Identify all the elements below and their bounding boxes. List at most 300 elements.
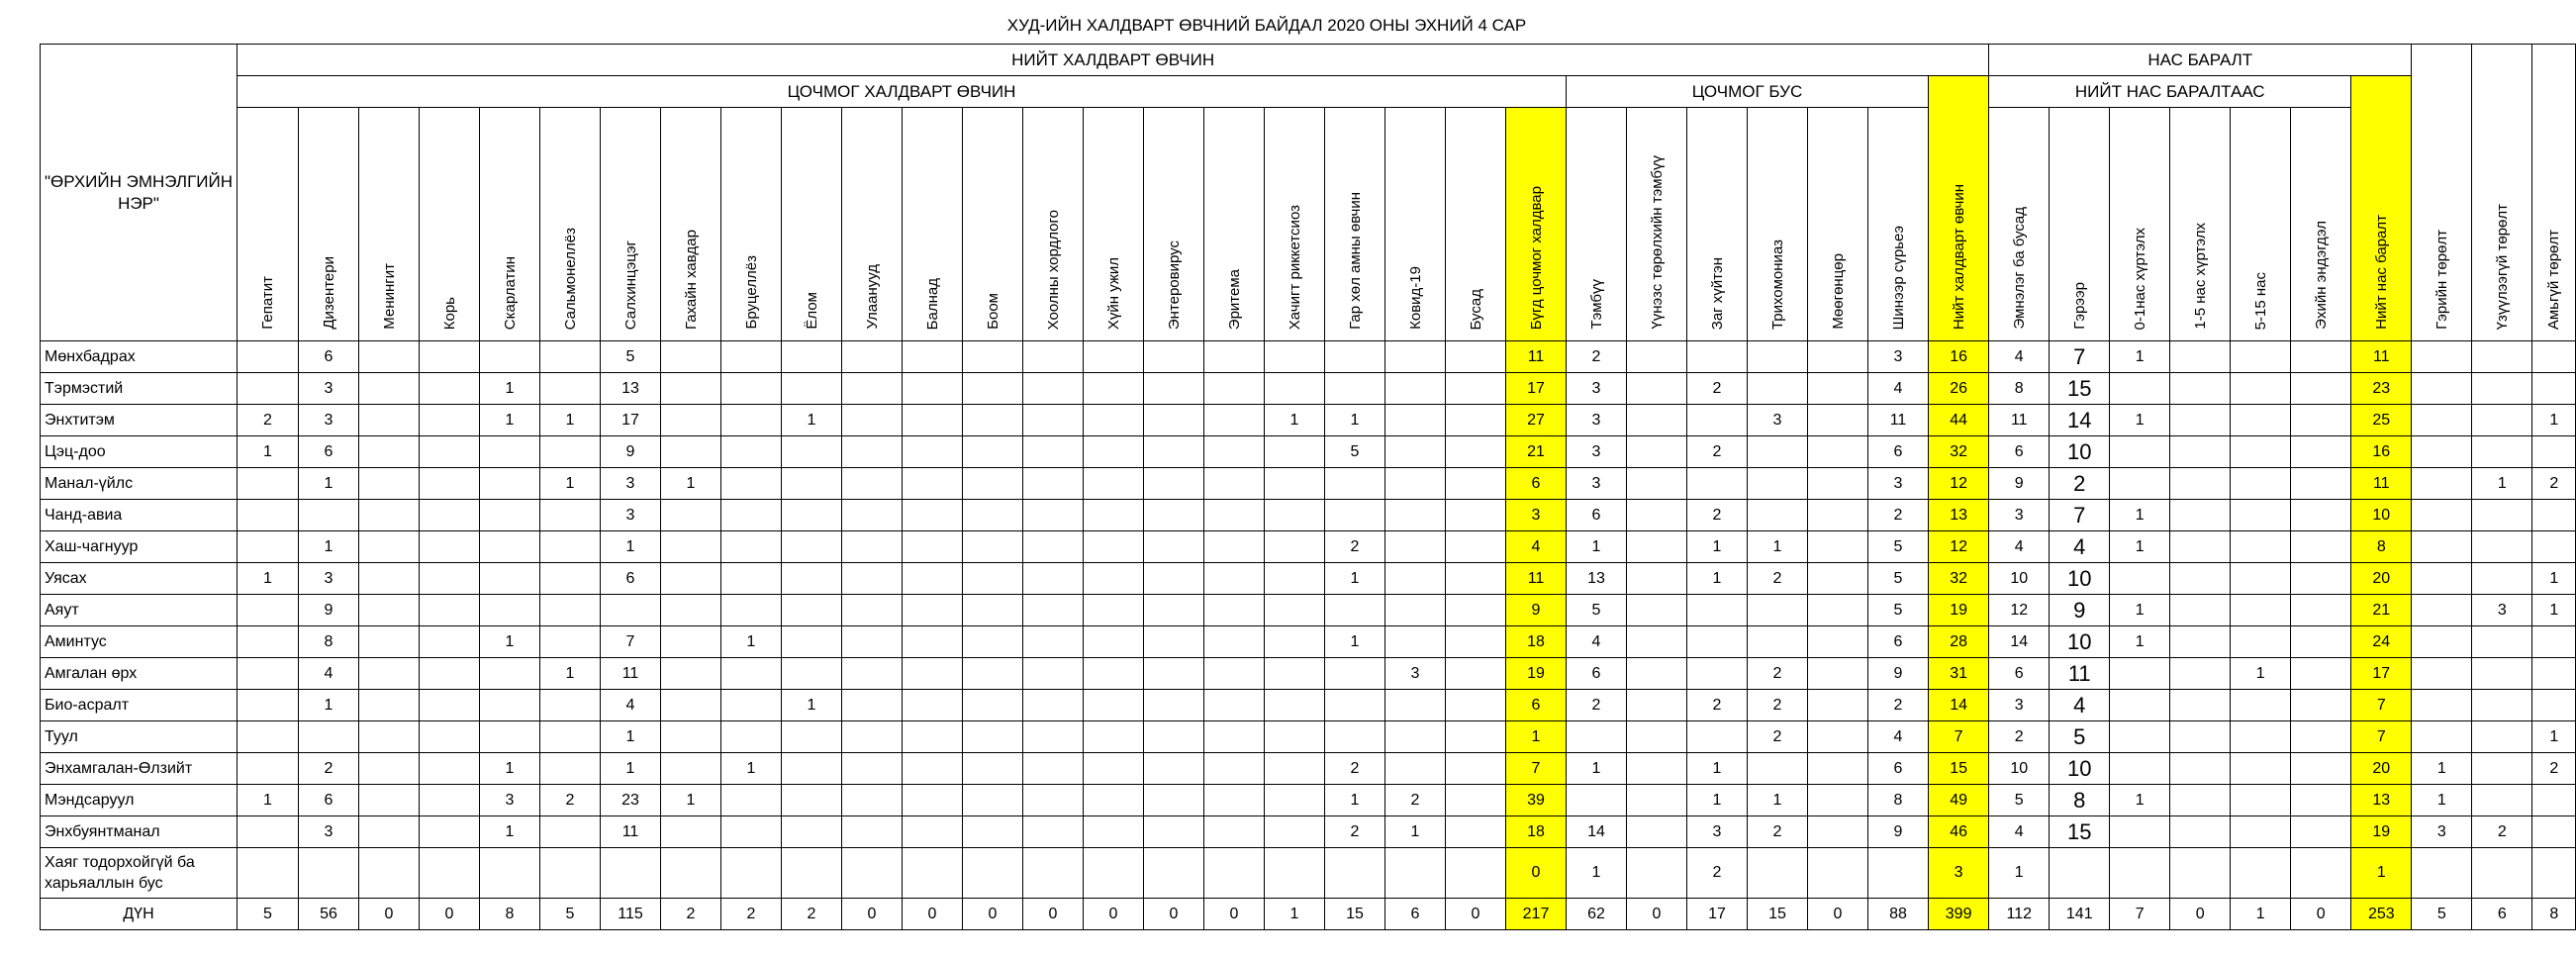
column-header (2231, 108, 2291, 341)
table-cell (903, 848, 963, 899)
table-cell: 6 (299, 785, 359, 816)
table-cell: 18 (1506, 816, 1567, 848)
table-cell (2231, 690, 2291, 721)
table-cell (238, 626, 299, 658)
table-cell (2412, 690, 2472, 721)
table-cell: 6 (1385, 899, 1446, 930)
table-cell (2231, 531, 2291, 563)
table-cell (1808, 690, 1868, 721)
table-cell: 17 (1506, 373, 1567, 405)
table-cell (1265, 595, 1325, 626)
table-cell (1023, 468, 1084, 500)
table-cell: 6 (601, 563, 661, 595)
table-cell (2472, 500, 2532, 531)
table-cell: 62 (1567, 899, 1627, 930)
column-header (1446, 108, 1506, 341)
clinic-name-cell: Амгалан өрх (41, 658, 238, 690)
table-cell (420, 563, 480, 595)
table-cell: 3 (1567, 436, 1627, 468)
table-cell (782, 658, 842, 690)
column-header-label: Гахайн хавдар (682, 229, 700, 330)
table-cell (661, 500, 721, 531)
table-cell: 3 (601, 500, 661, 531)
table-cell: 3 (1687, 816, 1748, 848)
table-cell (903, 658, 963, 690)
table-cell (420, 721, 480, 753)
page-title: ХУД-ИЙН ХАЛДВАРТ ӨВЧНИЙ БАЙДАЛ 2020 ОНЫ ЭХНИЙ 4 САР (1006, 16, 1527, 35)
table-cell: 1 (1687, 563, 1748, 595)
table-cell (420, 341, 480, 373)
table-cell (1446, 690, 1506, 721)
table-cell (1144, 595, 1204, 626)
table-cell (1325, 721, 1385, 753)
table-cell (2291, 436, 2351, 468)
table-cell (359, 816, 420, 848)
table-cell (2170, 373, 2231, 405)
table-cell (1748, 500, 1808, 531)
table-cell: 7 (2050, 500, 2110, 531)
table-cell: 2 (299, 753, 359, 785)
table-cell (2472, 721, 2532, 753)
table-cell (359, 721, 420, 753)
table-cell (721, 373, 782, 405)
table-cell (903, 531, 963, 563)
table-cell (842, 753, 903, 785)
table-cell: 1 (238, 785, 299, 816)
table-cell (2231, 816, 2291, 848)
deaths-header: НАС БАРАЛТ (1989, 45, 2412, 76)
table-cell (963, 753, 1023, 785)
table-cell: 26 (1929, 373, 1989, 405)
table-cell (721, 690, 782, 721)
table-cell (2412, 658, 2472, 690)
table-cell (2110, 436, 2170, 468)
table-cell: 17 (2351, 658, 2412, 690)
table-cell: 11 (601, 658, 661, 690)
table-cell: 6 (1868, 436, 1929, 468)
clinic-name-cell: Туул (41, 721, 238, 753)
table-cell (2412, 595, 2472, 626)
table-cell: 24 (2351, 626, 2412, 658)
table-cell: 2 (1748, 658, 1808, 690)
table-cell: 1 (299, 468, 359, 500)
table-cell (1084, 595, 1144, 626)
table-cell (1084, 785, 1144, 816)
table-cell: 0 (963, 899, 1023, 930)
table-cell (1265, 436, 1325, 468)
table-cell (1627, 405, 1687, 436)
table-cell (1325, 468, 1385, 500)
table-row (41, 531, 2576, 563)
table-cell (842, 690, 903, 721)
table-cell: 4 (2050, 690, 2110, 721)
column-header-label: Нийт халдварт өвчин (1950, 183, 1967, 330)
table-cell (2472, 785, 2532, 816)
table-cell (2472, 753, 2532, 785)
table-cell (782, 531, 842, 563)
table-cell (1446, 658, 1506, 690)
table-cell (2412, 721, 2472, 753)
table-cell (2472, 848, 2532, 899)
table-cell (842, 626, 903, 658)
table-cell (661, 816, 721, 848)
table-cell (721, 531, 782, 563)
table-cell: 2 (721, 899, 782, 930)
table-cell: 10 (1989, 753, 2050, 785)
table-cell: 0 (1023, 899, 1084, 930)
table-cell: 3 (1506, 500, 1567, 531)
table-cell (903, 405, 963, 436)
table-cell (480, 531, 540, 563)
table-cell (842, 531, 903, 563)
table-cell (1687, 658, 1748, 690)
column-header (2110, 108, 2170, 341)
table-cell: 1 (661, 785, 721, 816)
table-cell (1084, 373, 1144, 405)
table-cell (782, 595, 842, 626)
table-cell: 10 (2050, 436, 2110, 468)
table-cell: 10 (2050, 626, 2110, 658)
table-cell (661, 721, 721, 753)
table-cell (1023, 785, 1084, 816)
table-cell (2110, 816, 2170, 848)
table-cell (601, 595, 661, 626)
table-cell: 15 (2050, 816, 2110, 848)
table-cell (1748, 341, 1808, 373)
table-cell: 3 (1929, 848, 1989, 899)
table-cell (238, 848, 299, 899)
clinic-name-cell: Манал-үйлс (41, 468, 238, 500)
table-cell: 2 (1325, 531, 1385, 563)
table-cell (2291, 721, 2351, 753)
table-cell (1808, 563, 1868, 595)
column-header (2170, 108, 2231, 341)
table-cell: 1 (1265, 405, 1325, 436)
table-cell (1204, 816, 1265, 848)
table-cell (359, 785, 420, 816)
table-cell: 1 (782, 405, 842, 436)
table-cell (963, 500, 1023, 531)
table-cell (1627, 626, 1687, 658)
table-cell: 1 (601, 721, 661, 753)
table-cell: 2 (1385, 785, 1446, 816)
table-cell: 2 (1748, 816, 1808, 848)
table-cell: 4 (1989, 816, 2050, 848)
table-cell (963, 626, 1023, 658)
table-cell (2231, 405, 2291, 436)
table-cell (1084, 563, 1144, 595)
table-cell (963, 658, 1023, 690)
table-cell (1023, 816, 1084, 848)
table-cell: 1 (2110, 341, 2170, 373)
table-cell (420, 658, 480, 690)
table-cell: 2 (1687, 500, 1748, 531)
table-cell (238, 816, 299, 848)
table-cell: 14 (1989, 626, 2050, 658)
table-cell: 1 (480, 626, 540, 658)
table-cell: 0 (2170, 899, 2231, 930)
table-cell (1567, 721, 1627, 753)
table-cell: 5 (1325, 436, 1385, 468)
table-cell (903, 626, 963, 658)
table-cell: 1 (1325, 563, 1385, 595)
table-cell (1084, 341, 1144, 373)
table-cell (661, 690, 721, 721)
column-header (601, 108, 661, 341)
table-cell: 141 (2050, 899, 2110, 930)
table-cell (540, 848, 601, 899)
table-cell: 15 (1929, 753, 1989, 785)
table-cell (2291, 595, 2351, 626)
table-cell (1265, 690, 1325, 721)
table-cell (2472, 341, 2532, 373)
table-cell: 1 (1687, 785, 1748, 816)
table-cell (963, 848, 1023, 899)
table-cell (1265, 373, 1325, 405)
table-cell (1023, 500, 1084, 531)
table-cell (238, 531, 299, 563)
table-cell (238, 753, 299, 785)
table-cell (1084, 405, 1144, 436)
table-cell (1627, 436, 1687, 468)
table-cell: 5 (540, 899, 601, 930)
column-header (842, 108, 903, 341)
table-cell (2532, 500, 2576, 531)
table-cell (2412, 531, 2472, 563)
table-cell (2291, 468, 2351, 500)
table-cell (1265, 658, 1325, 690)
table-cell (2110, 468, 2170, 500)
table-cell (2532, 626, 2576, 658)
table-cell: 2 (2050, 468, 2110, 500)
table-cell: 11 (2050, 658, 2110, 690)
column-header-label: Бусад (1467, 288, 1484, 330)
column-header (1506, 108, 1567, 341)
table-cell: 11 (2351, 341, 2412, 373)
table-cell (238, 690, 299, 721)
table-cell (1446, 848, 1506, 899)
table-cell (842, 848, 903, 899)
table-cell (1748, 436, 1808, 468)
column-header-label: Бүгд цочмог халдвар (1527, 185, 1545, 330)
table-cell: 3 (299, 816, 359, 848)
table-cell (782, 785, 842, 816)
table-cell (1687, 405, 1748, 436)
table-cell (903, 721, 963, 753)
table-cell (2170, 848, 2231, 899)
table-cell (2170, 500, 2231, 531)
table-cell (299, 721, 359, 753)
table-cell (842, 468, 903, 500)
table-cell (420, 753, 480, 785)
table-cell: 2 (782, 899, 842, 930)
table-cell: 2 (1687, 690, 1748, 721)
table-cell: 9 (601, 436, 661, 468)
table-cell (963, 563, 1023, 595)
table-cell: 1 (2472, 468, 2532, 500)
table-cell (1204, 436, 1265, 468)
table-cell: 15 (1325, 899, 1385, 930)
table-cell (1385, 721, 1446, 753)
table-cell (359, 690, 420, 721)
column-header (903, 108, 963, 341)
table-cell (1144, 373, 1204, 405)
table-cell (2170, 531, 2231, 563)
table-cell: 32 (1929, 563, 1989, 595)
table-cell (1385, 341, 1446, 373)
table-cell (1627, 785, 1687, 816)
table-cell (2170, 468, 2231, 500)
table-cell: 11 (1506, 563, 1567, 595)
table-cell (1446, 563, 1506, 595)
table-cell: 10 (2050, 563, 2110, 595)
column-header (1204, 108, 1265, 341)
table-cell: 2 (1989, 721, 2050, 753)
table-cell: 2 (2532, 753, 2576, 785)
table-cell (359, 500, 420, 531)
table-cell: 1 (1325, 405, 1385, 436)
table-cell (2412, 848, 2472, 899)
table-cell: 6 (1567, 658, 1627, 690)
table-cell (1204, 405, 1265, 436)
table-cell: 3 (2472, 595, 2532, 626)
table-cell: 8 (2532, 899, 2576, 930)
table-cell (721, 816, 782, 848)
table-cell (1204, 563, 1265, 595)
table-cell: 1 (1325, 785, 1385, 816)
column-header-label: Улаанууд (863, 264, 881, 330)
table-cell (782, 848, 842, 899)
table-cell (782, 626, 842, 658)
table-cell (1204, 626, 1265, 658)
column-header (480, 108, 540, 341)
table-cell: 5 (238, 899, 299, 930)
table-cell (963, 405, 1023, 436)
clinic-name-cell: Тэрмэстий (41, 373, 238, 405)
table-cell: 2 (1868, 500, 1929, 531)
table-cell: 5 (1868, 595, 1929, 626)
clinic-name-cell: ДҮН (41, 899, 238, 930)
column-header (1023, 108, 1084, 341)
table-cell: 1 (661, 468, 721, 500)
table-cell (1446, 816, 1506, 848)
table-cell (540, 373, 601, 405)
table-cell (1265, 468, 1325, 500)
table-cell: 12 (1929, 468, 1989, 500)
table-cell: 2 (1687, 848, 1748, 899)
table-cell (903, 595, 963, 626)
table-cell (1687, 341, 1748, 373)
table-cell: 9 (1868, 816, 1929, 848)
table-cell (1748, 626, 1808, 658)
table-cell (2291, 816, 2351, 848)
table-cell: 6 (1868, 753, 1929, 785)
table-cell (1446, 373, 1506, 405)
table-cell (842, 500, 903, 531)
table-cell (2170, 563, 2231, 595)
table-cell (1265, 341, 1325, 373)
table-cell (2291, 531, 2351, 563)
table-cell (1325, 500, 1385, 531)
table-cell (1144, 690, 1204, 721)
table-cell (661, 658, 721, 690)
column-header (1325, 108, 1385, 341)
table-cell (1446, 626, 1506, 658)
table-cell (1144, 500, 1204, 531)
table-cell: 4 (601, 690, 661, 721)
table-cell: 7 (2110, 899, 2170, 930)
table-cell (1023, 595, 1084, 626)
table-cell (1808, 468, 1868, 500)
table-cell: 5 (1567, 595, 1627, 626)
table-cell: 12 (1929, 531, 1989, 563)
table-cell (1144, 658, 1204, 690)
table-cell (721, 500, 782, 531)
table-cell: 8 (1989, 373, 2050, 405)
table-cell: 39 (1506, 785, 1567, 816)
column-header-label: Энтеровирус (1165, 240, 1183, 330)
table-cell: 2 (1868, 690, 1929, 721)
table-cell (1023, 563, 1084, 595)
table-cell: 13 (1567, 563, 1627, 595)
table-cell (1144, 341, 1204, 373)
table-cell (2231, 341, 2291, 373)
table-cell (540, 436, 601, 468)
table-row (41, 373, 2576, 405)
table-cell: 5 (1868, 563, 1929, 595)
table-cell (721, 436, 782, 468)
table-cell: 2 (1567, 341, 1627, 373)
column-header-label: Гепатит (259, 276, 276, 330)
table-cell: 1 (238, 563, 299, 595)
column-header-label: Дизентери (320, 256, 337, 330)
table-cell (1627, 658, 1687, 690)
table-cell (2532, 436, 2576, 468)
table-cell: 8 (299, 626, 359, 658)
table-cell: 1 (480, 816, 540, 848)
table-cell: 4 (1989, 531, 2050, 563)
table-cell (2472, 436, 2532, 468)
table-cell (1385, 436, 1446, 468)
table-cell (1144, 816, 1204, 848)
table-cell: 4 (1506, 531, 1567, 563)
table-cell (2291, 658, 2351, 690)
table-cell (1204, 753, 1265, 785)
table-cell (2170, 785, 2231, 816)
table-cell (2231, 721, 2291, 753)
table-cell: 7 (1506, 753, 1567, 785)
clinic-name-cell: Мэндсаруул (41, 785, 238, 816)
table-cell (359, 626, 420, 658)
table-cell (480, 468, 540, 500)
table-cell (1023, 531, 1084, 563)
table-row (41, 816, 2576, 848)
table-cell (2110, 690, 2170, 721)
table-cell (1084, 658, 1144, 690)
table-cell (903, 563, 963, 595)
table-cell (1144, 468, 1204, 500)
table-cell (1023, 721, 1084, 753)
table-cell (1385, 595, 1446, 626)
table-cell (1204, 500, 1265, 531)
table-cell: 0 (1084, 899, 1144, 930)
column-header-label: Нийт нас баралт (2372, 215, 2390, 330)
column-header-label: Скарлатин (501, 255, 519, 330)
table-cell (842, 816, 903, 848)
table-cell: 6 (1989, 436, 2050, 468)
table-cell: 1 (299, 690, 359, 721)
table-cell (1084, 816, 1144, 848)
